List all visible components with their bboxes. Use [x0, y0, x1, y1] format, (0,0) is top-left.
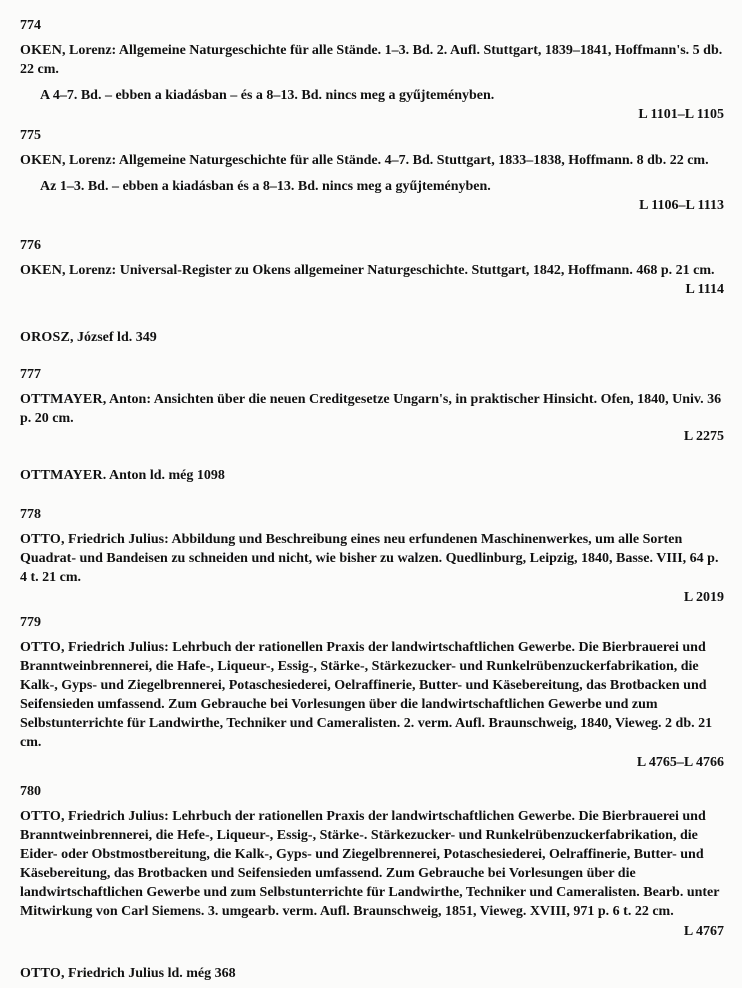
crossref-text: , József ld. 349 [70, 330, 157, 345]
entry-text [20, 151, 726, 170]
entry-description: , Anton: Ansichten über die neuen Creditgesetze Ungarn's, in praktischer Hinsicht. Ofen, 1840, Univ. 36 p. 20 cm. [20, 392, 722, 426]
entry-778 [20, 506, 726, 607]
entry-author: OTTO [20, 532, 62, 547]
entry-number: 777 [20, 367, 41, 382]
crossref-text: , Friedrich Julius ld. még 368 [61, 966, 236, 981]
entry-signature: L 1106–L 1113 [639, 198, 724, 213]
entry-note: Az 1–3. Bd. – ebben a kiadásban és a 8–13. Bd. nincs meg a gyűjteményben. [40, 179, 491, 194]
entry-number: 780 [20, 784, 41, 799]
entry-author: OKEN [20, 263, 63, 278]
entry-signature: L 1101–L 1105 [638, 107, 724, 122]
entry-author: OTTMAYER [20, 392, 103, 407]
entry-description: , Friedrich Julius: Lehrbuch der rationellen Praxis der landwirtschaftlichen Gewerbe. Die Bierbrauerei und Branntweinbrennerei, die Hefe-, Liqueur-, Essig-, Stärke-. Stärkezucker- und Runkelrübenzuckerfabrikation, die Eider- oder Obstmostbereitung, die Kalk-, Gyps- und Ziegelbrennerei, Potaschesiederei, Oelraffinerie, Butter- und Käsebereitung, das Brotbacken und Seifensieden umfassend. Zum Gebrauche bei Vorlesungen über die landwirtschaftlichen Gewerbe und zum Selbstunterrichte für Landwirthe, Techniker und Cameralisten. Bearb. unter Mitwirkung von Carl Siemens. 3. umgearb. verm. Aufl. Braunschweig, 1851, Vieweg. XVIII, 971 p. 6 t. 22 cm. [20, 809, 720, 919]
entry-description: , Friedrich Julius: Abbildung und Beschreibung eines neu erfundenen Maschinenwerkes, um alle Sorten Quadrat- und Bandeisen zu schneiden und nicht, wie bisher zu walzen. Quedlinburg, Leipzig, 1840, Basse. VIII, 64 p. 4 t. 21 cm. [20, 532, 719, 585]
entry-description: , Lorenz: Universal-Register zu Okens allgemeiner Naturgeschichte. Stuttgart, 1842, Hoffmann. 468 p. 21 cm. [62, 263, 715, 278]
entry-signature: L 4767 [683, 924, 724, 939]
entry-number: 779 [20, 615, 41, 630]
entry-779 [20, 614, 726, 772]
entry-author: OTTO [20, 809, 62, 824]
entry-text [20, 390, 726, 428]
entry-signature: L 1114 [685, 282, 724, 297]
entry-signature: L 4765–L 4766 [636, 755, 724, 770]
entry-775 [20, 127, 726, 215]
entry-text [20, 807, 726, 921]
entry-description: , Lorenz: Allgemeine Naturgeschichte für alle Stände. 4–7. Bd. Stuttgart, 1833–1838, Hoffmann. 8 db. 22 cm. [62, 153, 709, 168]
crossref-text: . Anton ld. még 1098 [102, 468, 225, 483]
entry-number: 774 [20, 18, 41, 33]
entry-signature: L 2275 [683, 429, 724, 444]
entry-author: OTTO [20, 640, 62, 655]
entry-author: OKEN [20, 153, 63, 168]
entry-description: , Friedrich Julius: Lehrbuch der rationellen Praxis der landwirtschaftlichen Gewerbe. Die Bierbrauerei und Branntweinbrennerei, die Hafe-, Liqueur-, Essig-, Stärke-, Stärkezucker- und Runkelrübenzuckerfabrikation, die Kalk-, Gyps- und Ziegelbrennerei, Potaschesiederei, Oelraffinerie, Butter- und Käsebereitung, das Brotbacken und Seifensieden umfassend. Zum Gebrauche bei Vorlesungen über die landwirtschaftlichen Gewerbe und zum Selbstunterrichte für Landwirthe, Techniker und Cameralisten. 2. verm. Aufl. Braunschweig, 1840, Vieweg. 2 db. 21 cm. [20, 640, 713, 750]
entry-780 [20, 783, 726, 941]
crossref-author: OTTO [20, 966, 62, 981]
entry-number: 778 [20, 507, 41, 522]
entry-description: , Lorenz: Allgemeine Naturgeschichte für alle Stände. 1–3. Bd. 2. Aufl. Stuttgart, 1839–1841, Hoffmann's. 5 db. 22 cm. [20, 43, 723, 77]
crossref-author: OTTMAYER [20, 468, 103, 483]
entry-number: 775 [20, 128, 41, 143]
crossref-author: OROSZ [20, 330, 71, 345]
entry-author: OKEN [20, 43, 63, 58]
entry-774 [20, 17, 726, 124]
entry-text [20, 530, 726, 587]
entry-text [20, 261, 726, 280]
entry-note: A 4–7. Bd. – ebben a kiadásban – és a 8–13. Bd. nincs meg a gyűjteményben. [40, 88, 495, 103]
entry-number: 776 [20, 238, 41, 253]
entry-signature: L 2019 [683, 590, 724, 605]
entry-text [20, 41, 726, 79]
entry-777 [20, 366, 726, 446]
crossref-ottmayer [20, 467, 726, 485]
crossref-orosz [20, 329, 726, 347]
entry-776 [20, 237, 726, 299]
crossref-otto [20, 965, 726, 983]
entry-text [20, 638, 726, 752]
